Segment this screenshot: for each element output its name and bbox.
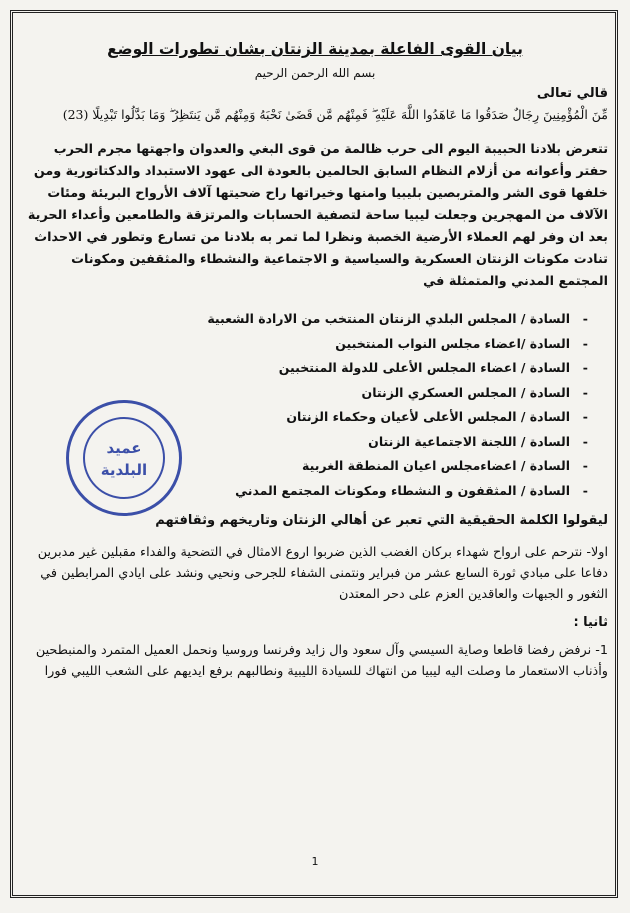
intro-paragraph: تتعرض بلادنا الحبيبة اليوم الى حرب ظالمة من قوى البغي والعدوان واجهتها مجرم الحرب حفتر وأعوانه من أزلام النظام السابق الحالمين بالعودة الى عهود الاستبداد والدكتاتورية ومن خلفها قوى الشر والمتربصين بليبيا وامنها وخيراتها راح ضحيتها آلاف الأرواح البريئة ومئات الآلاف من المهجرين وجعلت ليبيا ساحة لتصفية الحسابات والمرتزقة والطامعين وأعداء الحرية بعد ان وفر لهم العملاء الأرضية الخصبة ونظرا لما تمر به بلادنا من تسارع وتطور في الاحداث تنادت مكونات الزنتان العسكرية والسياسية و الاجتماعية والنشطاء والمثقفين ومكونات المجتمع المدني والمتمثلة في [27, 142, 608, 289]
document-title: بيان القوى الفاعلة بمدينة الزنتان بشان تطورات الوضع [107, 40, 523, 58]
page-number: 1 [311, 855, 319, 868]
first-point: اولا- نترحم على ارواح شهداء بركان الغضب الذين ضربوا اروع الامثال في التضحية والفداء مقبلين غير مدبرين دفاعا على مبادي ثورة السابع عشر من فبراير ونتمنى الشفاء للجرحى ونحيي ونشد على ايادي المرابطين في الثغور و الجبهات والعاقدين العزم على دحر المعتدن [37, 545, 608, 602]
list-item: -السادة / اعضاءمجلس اعيان المنطقة الغربية [302, 458, 588, 473]
official-stamp [66, 400, 182, 516]
list-item: -السادة / المجلس البلدي الزنتان المنتخب من الارادة الشعبية [207, 311, 588, 326]
list-item: -السادة / المثقفون و النشطاء ومكونات المجتمع المدني [235, 482, 588, 498]
list-item: -السادة /اعضاء مجلس النواب المنتخبين [335, 335, 588, 351]
list-item: -السادة / المجلس الأعلى لأعيان وحكماء الزنتان [286, 409, 588, 424]
basmala: بسم الله الرحمن الرحيم [254, 66, 376, 80]
list-item: -السادة / المجلس العسكري الزنتان [361, 384, 588, 400]
point-one: 1- نرفض رفضا قاطعا وصاية السيسي وآل سعود وال زايد وفرنسا وروسيا ونحمل العميل المتمرد والمنبطحين وأذناب الاستعمار ما وصلت اليه ليبيا من انتهاك للسيادة الليبية ونطالبهم برفع ايديهم على الشعب الليبي فورا [35, 643, 608, 679]
list-item: -السادة / اللجنة الاجتماعية الزنتان [368, 433, 588, 449]
stamp-text-line1: عميد [106, 439, 142, 457]
closing-statement: ليقولوا الكلمة الحقيقية التي تعبر عن أهالي الزنتان وتاريخهم وثقافتهم [155, 513, 608, 528]
quote-intro: قالي تعالى [536, 86, 608, 101]
list-item: -السادة / اعضاء المجلس الأعلى للدولة المنتخبين [278, 360, 588, 375]
document-body [22, 40, 608, 682]
quran-verse: مِّنَ الْمُؤْمِنِينَ رِجَالٌ صَدَقُوا مَا عَاهَدُوا اللَّهَ عَلَيْهِ ۖ فَمِنْهُم مَّن قَضَىٰ نَحْبَهُ وَمِنْهُم مَّن يَنتَظِرُ ۖ وَمَا بَدَّلُوا تَبْدِيلًا (23) [62, 107, 608, 122]
second-heading: ثانيا : [573, 615, 608, 630]
stamp-text-line2: البلدية [100, 461, 148, 479]
stamp-inner-ring [83, 417, 165, 499]
